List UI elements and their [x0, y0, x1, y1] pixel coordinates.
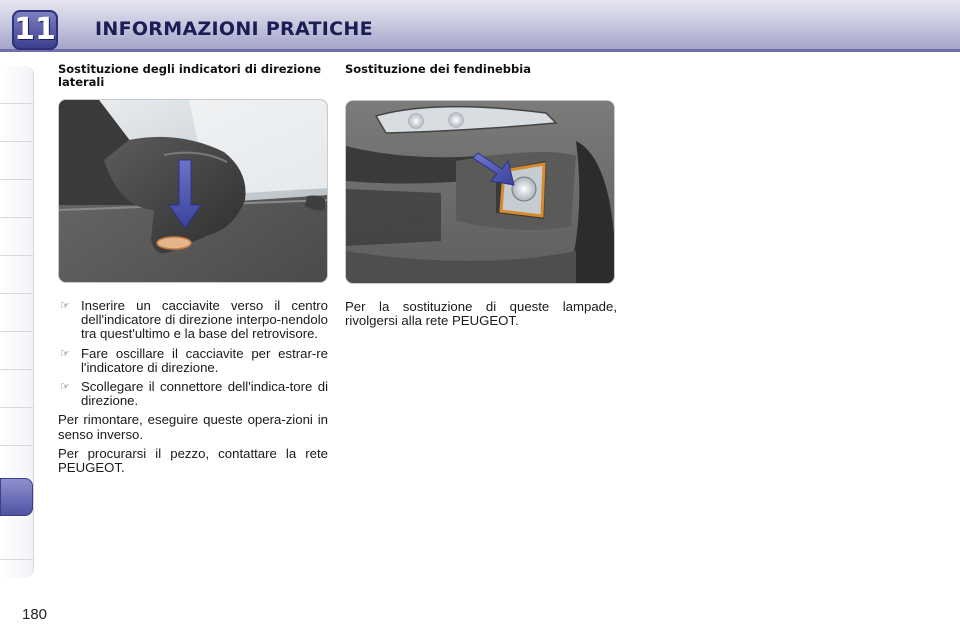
side-tab[interactable]: [0, 522, 33, 560]
side-tab[interactable]: [0, 180, 33, 218]
side-tab[interactable]: [0, 104, 33, 142]
fog-lamp-replacement-note: Per la sostituzione di queste lampade, rivolgersi alla rete PEUGEOT.: [345, 299, 617, 329]
side-tab[interactable]: [0, 142, 33, 180]
fog-lamp-image: [346, 101, 615, 284]
chapter-side-tabs: [0, 66, 34, 578]
chapter-title: INFORMAZIONI PRATICHE: [95, 18, 373, 40]
side-mirror-image: [59, 100, 328, 283]
side-tab[interactable]: [0, 294, 33, 332]
instruction-text: Inserire un cacciavite verso il centro dell'indicatore di direzione interpo-nendolo tra quest'ultimo e la base del retrovisore.: [81, 298, 328, 342]
reassembly-note: Per rimontare, eseguire queste opera-zioni in senso inverso.: [58, 412, 328, 442]
instruction-text: Scollegare il connettore dell'indica-tore di direzione.: [81, 379, 328, 409]
side-mirror-indicator-illustration: [58, 99, 328, 283]
instruction-bullet: [58, 299, 328, 342]
section-heading-fog-lamps: Sostituzione dei fendinebbia: [345, 62, 531, 76]
side-tab[interactable]: [0, 256, 33, 294]
section-heading-side-indicators: Sostituzione degli indicatori di direzione laterali: [58, 62, 322, 89]
instruction-text: Fare oscillare il cacciavite per estrar-re l'indicatore di direzione.: [81, 345, 328, 375]
pointing-hand-icon: ☞: [60, 380, 70, 394]
side-tab-active[interactable]: [0, 478, 33, 516]
side-tab[interactable]: [0, 218, 33, 256]
side-tab[interactable]: [0, 370, 33, 408]
side-tab[interactable]: [0, 66, 33, 104]
instruction-bullet: [58, 380, 328, 408]
pointing-hand-icon: ☞: [60, 346, 70, 360]
instruction-bullet: [58, 347, 328, 375]
page-number: 180: [22, 606, 48, 623]
pointing-hand-icon: ☞: [60, 299, 70, 312]
right-instructions: [345, 300, 617, 328]
side-tab[interactable]: [0, 408, 33, 446]
left-instructions: [58, 299, 328, 475]
chapter-number-badge: 11: [12, 10, 58, 50]
front-fog-lamp-illustration: [345, 100, 615, 284]
left-column: [58, 63, 328, 480]
part-procurement-note: Per procurarsi il pezzo, contattare la rete PEUGEOT.: [58, 445, 328, 476]
right-column: [345, 63, 617, 333]
side-tab[interactable]: [0, 332, 33, 370]
